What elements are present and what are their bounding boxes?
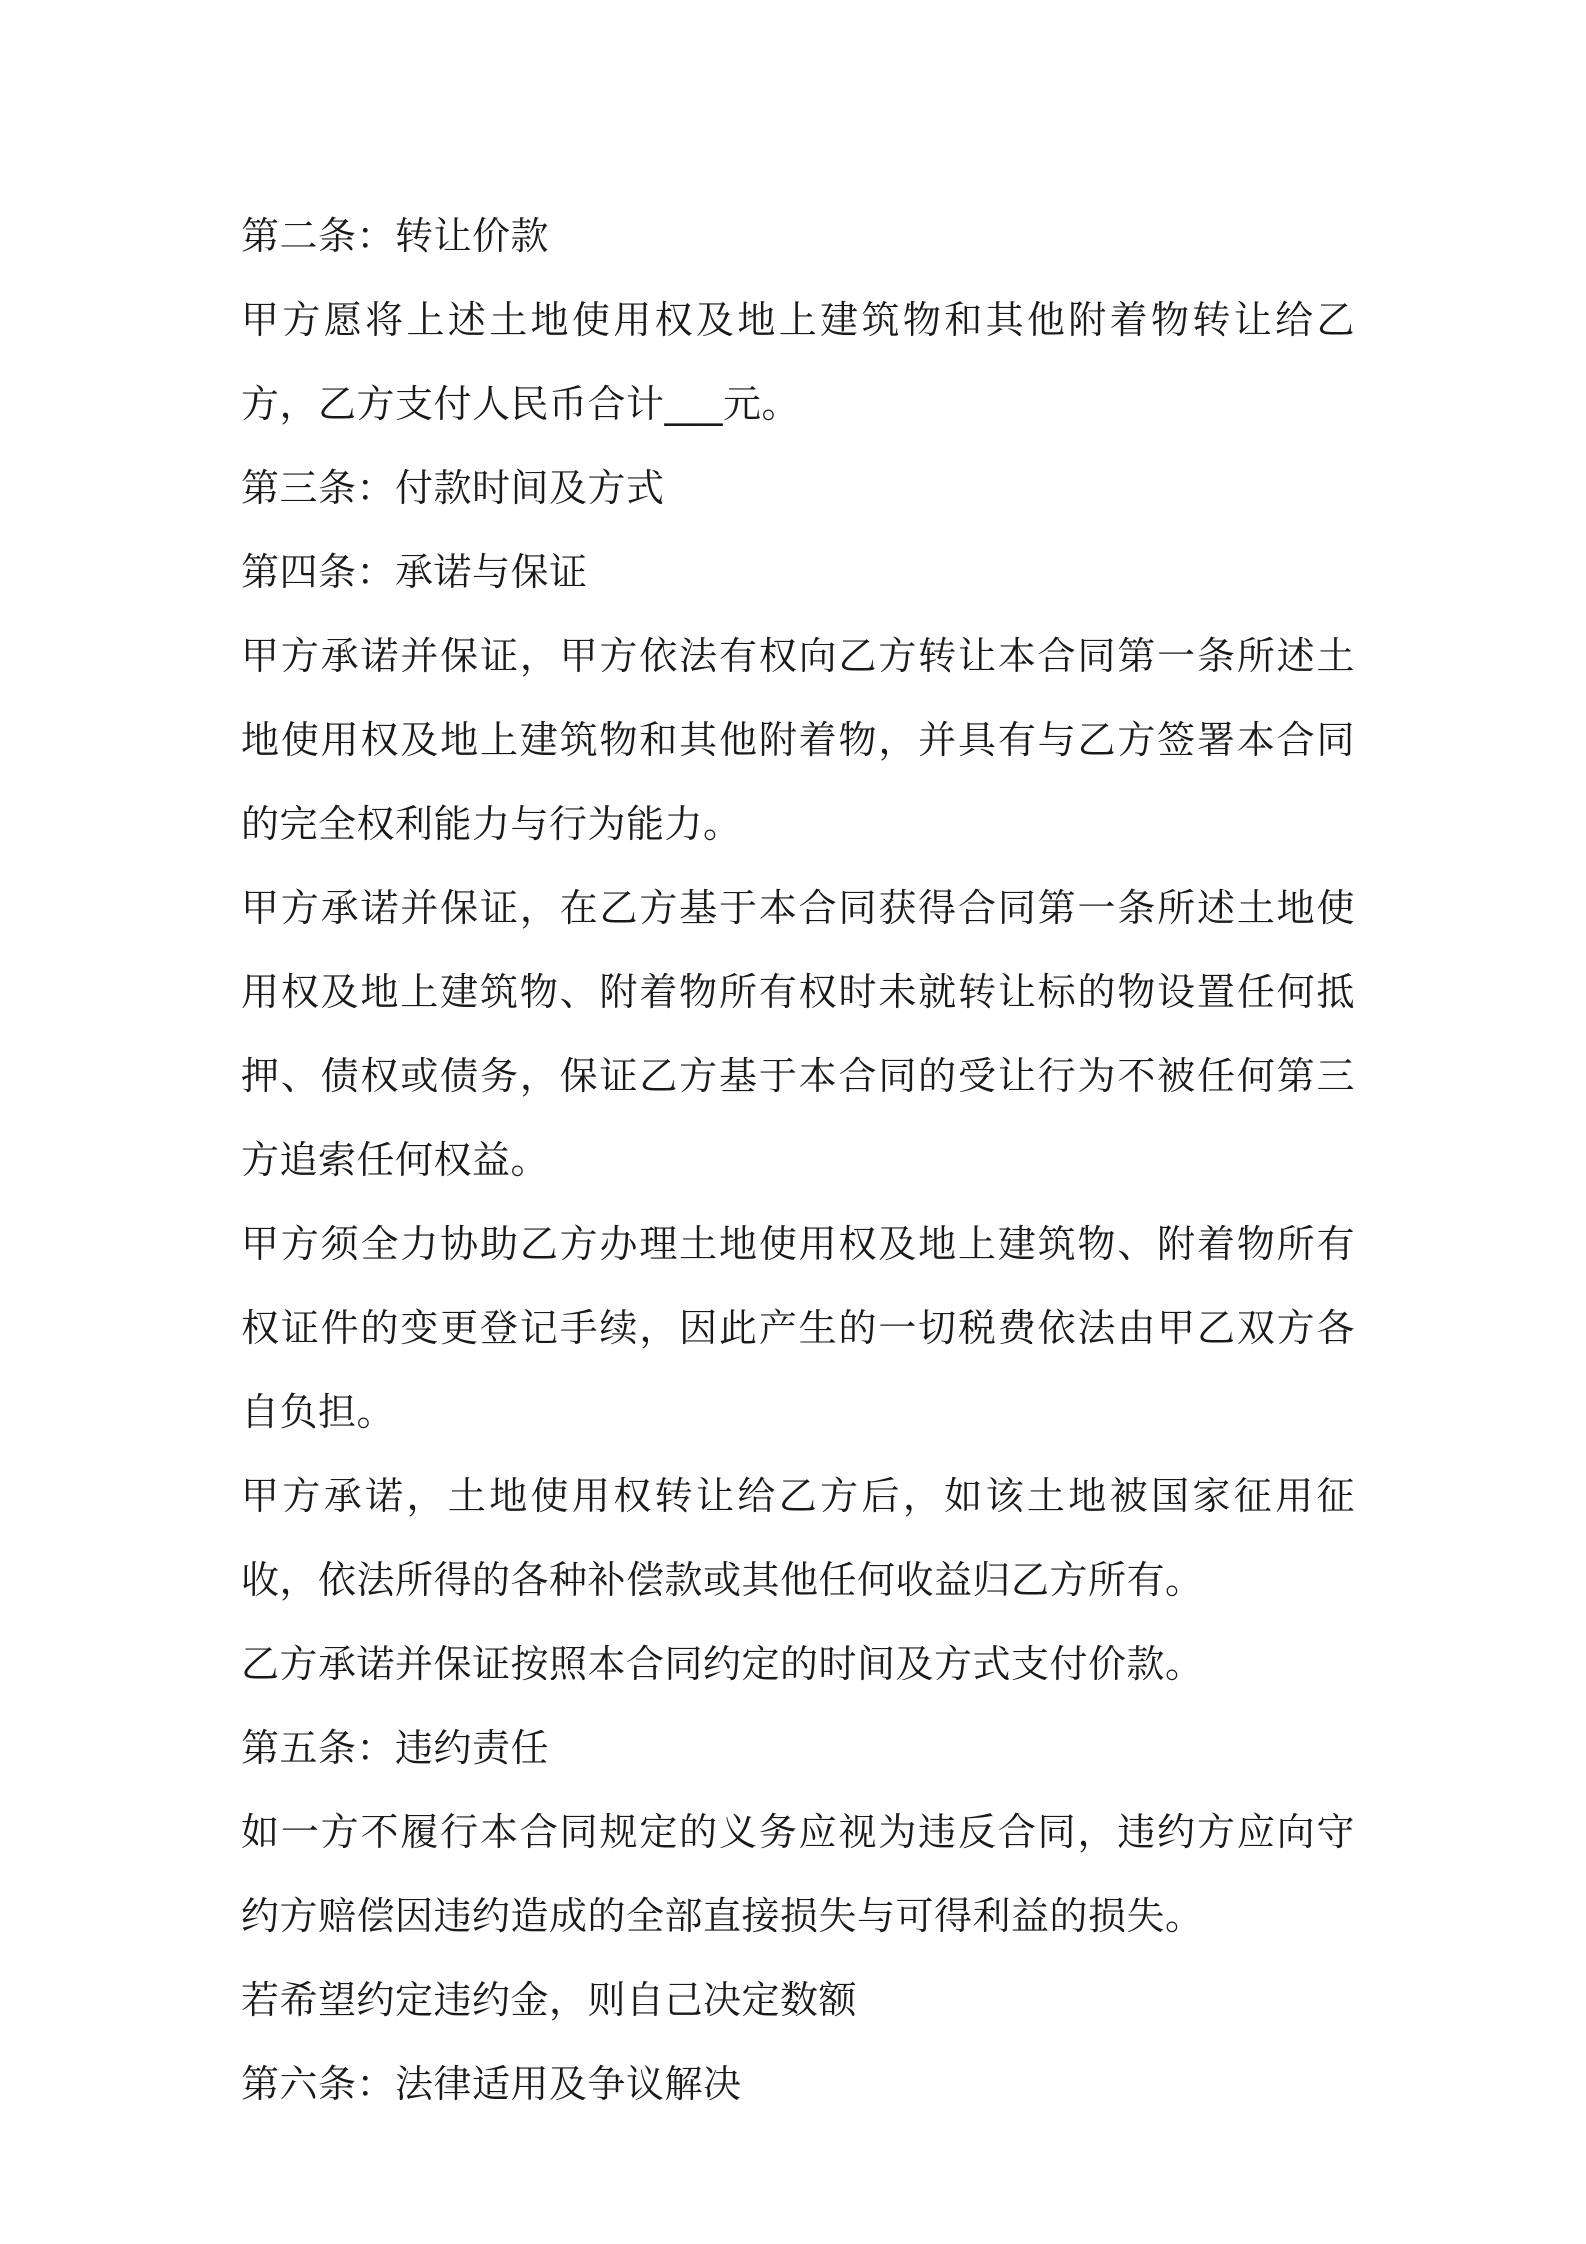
section-heading-article-2: 第二条：转让价款 [241, 214, 550, 258]
section-heading-article-6: 第六条：法律适用及争议解决 [241, 2062, 742, 2106]
paragraph-breach-liability: 如一方不履行本合同规定的义务应视为违反合同，违约方应向守约方赔偿因违约造成的全部直接损失与可得利益的损失。 [241, 1810, 1355, 1938]
paragraph-warranty-right-to-transfer: 甲方承诺并保证，甲方依法有权向乙方转让本合同第一条所述土地使用权及地上建筑物和其他附着物，并具有与乙方签署本合同的完全权利能力与行为能力。 [241, 634, 1355, 846]
paragraph-transfer-price: 甲方愿将上述土地使用权及地上建筑物和其他附着物转让给乙方，乙方支付人民币合计___元。 [241, 298, 1355, 426]
paragraph-registration-assistance: 甲方须全力协助乙方办理土地使用权及地上建筑物、附着物所有权证件的变更登记手续，因此产生的一切税费依法由甲乙双方各自负担。 [241, 1222, 1355, 1434]
paragraph-buyer-payment-promise: 乙方承诺并保证按照本合同约定的时间及方式支付价款。 [241, 1642, 1204, 1686]
paragraph-warranty-no-encumbrance: 甲方承诺并保证，在乙方基于本合同获得合同第一条所述土地使用权及地上建筑物、附着物所有权时未就转让标的物设置任何抵押、债权或债务，保证乙方基于本合同的受让行为不被任何第三方追索任何权益。 [241, 886, 1355, 1182]
section-heading-article-3: 第三条：付款时间及方式 [241, 466, 665, 510]
paragraph-liquidated-damages-note: 若希望约定违约金，则自己决定数额 [241, 1978, 858, 2022]
section-heading-article-4: 第四条：承诺与保证 [241, 550, 588, 594]
section-heading-article-5: 第五条：违约责任 [241, 1726, 550, 1770]
document-body [241, 194, 1355, 2126]
paragraph-expropriation-compensation: 甲方承诺，土地使用权转让给乙方后，如该土地被国家征用征收，依法所得的各种补偿款或其他任何收益归乙方所有。 [241, 1474, 1355, 1602]
